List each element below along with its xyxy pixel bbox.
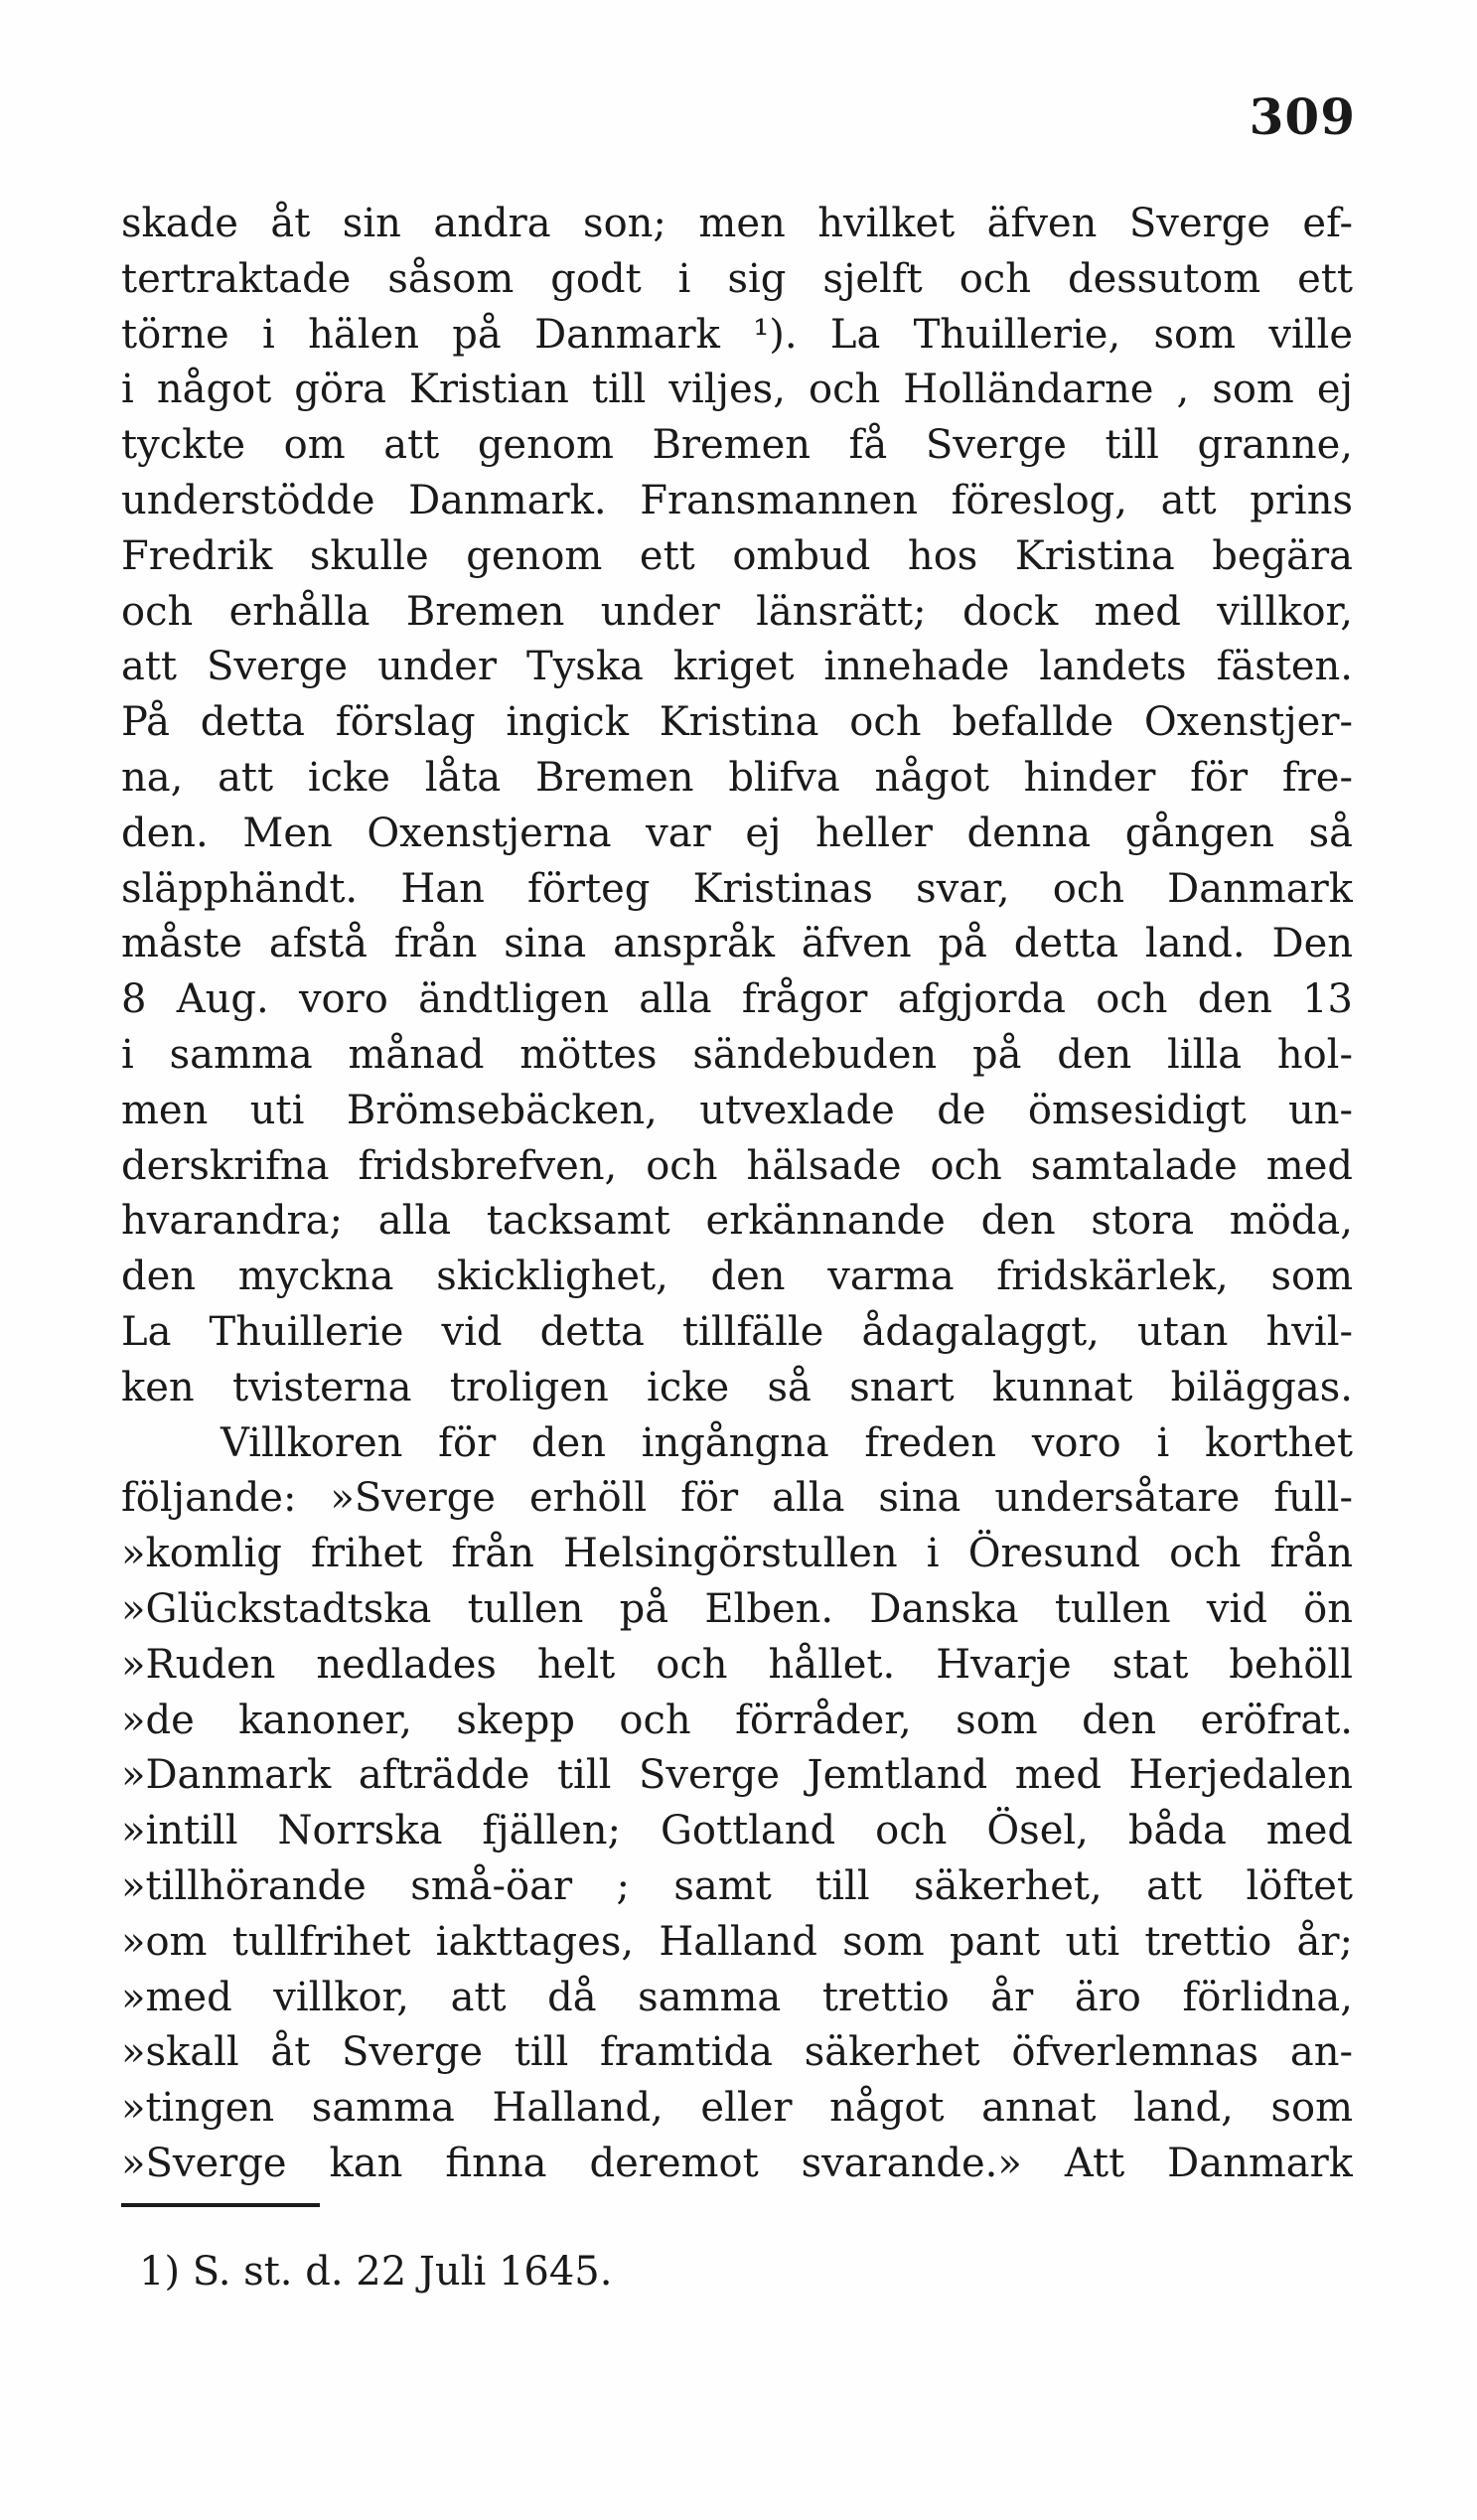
text-line: understödde Danmark. Fransmannen föreslog, att prins — [121, 477, 1353, 523]
text-line: den myckna skicklighet, den varma fridskärlek, som — [121, 1254, 1353, 1300]
text-line: »Ruden nedlades helt och hållet. Hvarje stat behöll — [121, 1641, 1353, 1688]
text-line: i något göra Kristian till viljes, och Holländarne , som ej — [121, 367, 1353, 413]
text-line: »tingen samma Halland, eller något annat land, som — [121, 2085, 1353, 2132]
text-line: och erhålla Bremen under länsrätt; dock med villkor, — [121, 588, 1353, 635]
text-line: »tillhörande små-öar ; samt till säkerhet, att löftet — [121, 1862, 1353, 1909]
text-line: att Sverge under Tyska kriget innehade landets fästen. — [121, 644, 1353, 690]
text-line: följande: »Sverge erhöll för alla sina undersåtare full- — [121, 1475, 1353, 1522]
text-line: »med villkor, att då samma trettio år äro förlidna, — [121, 1974, 1353, 2020]
text-line: släpphändt. Han förteg Kristinas svar, och Danmark — [121, 865, 1353, 912]
text-line: »komlig frihet från Helsingörstullen i Öresund och från — [121, 1531, 1353, 1577]
text-line: »om tullfrihet iakttages, Halland som pant uti trettio år; — [121, 1918, 1353, 1965]
text-line: »de kanoner, skepp och förråder, som den eröfrat. — [121, 1697, 1353, 1743]
footnote: 1) S. st. d. 22 Juli 1645. — [139, 2249, 613, 2295]
text-line: Fredrik skulle genom ett ombud hos Kristina begära — [121, 532, 1353, 579]
text-line: i samma månad möttes sändebuden på den lilla hol- — [121, 1031, 1353, 1078]
text-line: »Glückstadtska tullen på Elben. Danska tullen vid ön — [121, 1585, 1353, 1632]
text-line: måste afstå från sina anspråk äfven på detta land. Den — [121, 921, 1353, 967]
text-line: den. Men Oxenstjerna var ej heller denna gången så — [121, 810, 1353, 856]
text-line: Villkoren för den ingångna freden voro i korthet — [221, 1419, 1353, 1466]
text-line: ken tvisterna troligen icke så snart kunnat biläggas. — [121, 1364, 1353, 1410]
text-line: La Thuillerie vid detta tillfälle ådagalaggt, utan hvil- — [121, 1308, 1353, 1355]
text-line: törne i hälen på Danmark ¹). La Thuillerie, som ville — [121, 311, 1353, 358]
text-line: na, att icke låta Bremen blifva något hinder för fre- — [121, 754, 1353, 801]
text-line: men uti Brömsebäcken, utvexlade de ömsesidigt un- — [121, 1087, 1353, 1133]
text-line: derskrifna fridsbrefven, och hälsade och samtalade med — [121, 1142, 1353, 1189]
text-line: »skall åt Sverge till framtida säkerhet öfverlemnas an- — [121, 2029, 1353, 2076]
text-line: »Sverge kan finna deremot svarande.» Att Danmark — [121, 2140, 1353, 2186]
text-line: »intill Norrska fjällen; Gottland och Ösel, båda med — [121, 1808, 1353, 1854]
text-line: tyckte om att genom Bremen få Sverge till granne, — [121, 422, 1353, 469]
text-line: På detta förslag ingick Kristina och befallde Oxenstjer- — [121, 699, 1353, 746]
text-line: 8 Aug. voro ändtligen alla frågor afgjorda och den 13 — [121, 976, 1353, 1023]
page-number: 309 — [1249, 87, 1356, 146]
body-text — [121, 197, 1353, 2192]
text-line: »Danmark afträdde till Sverge Jemtland med Herjedalen — [121, 1752, 1353, 1799]
text-line: skade åt sin andra son; men hvilket äfven Sverge ef- — [121, 201, 1353, 246]
text-line: hvarandra; alla tacksamt erkännande den stora möda, — [121, 1198, 1353, 1245]
text-line: tertraktade såsom godt i sig sjelft och dessutom ett — [121, 255, 1353, 302]
footnote-divider — [121, 2203, 320, 2207]
